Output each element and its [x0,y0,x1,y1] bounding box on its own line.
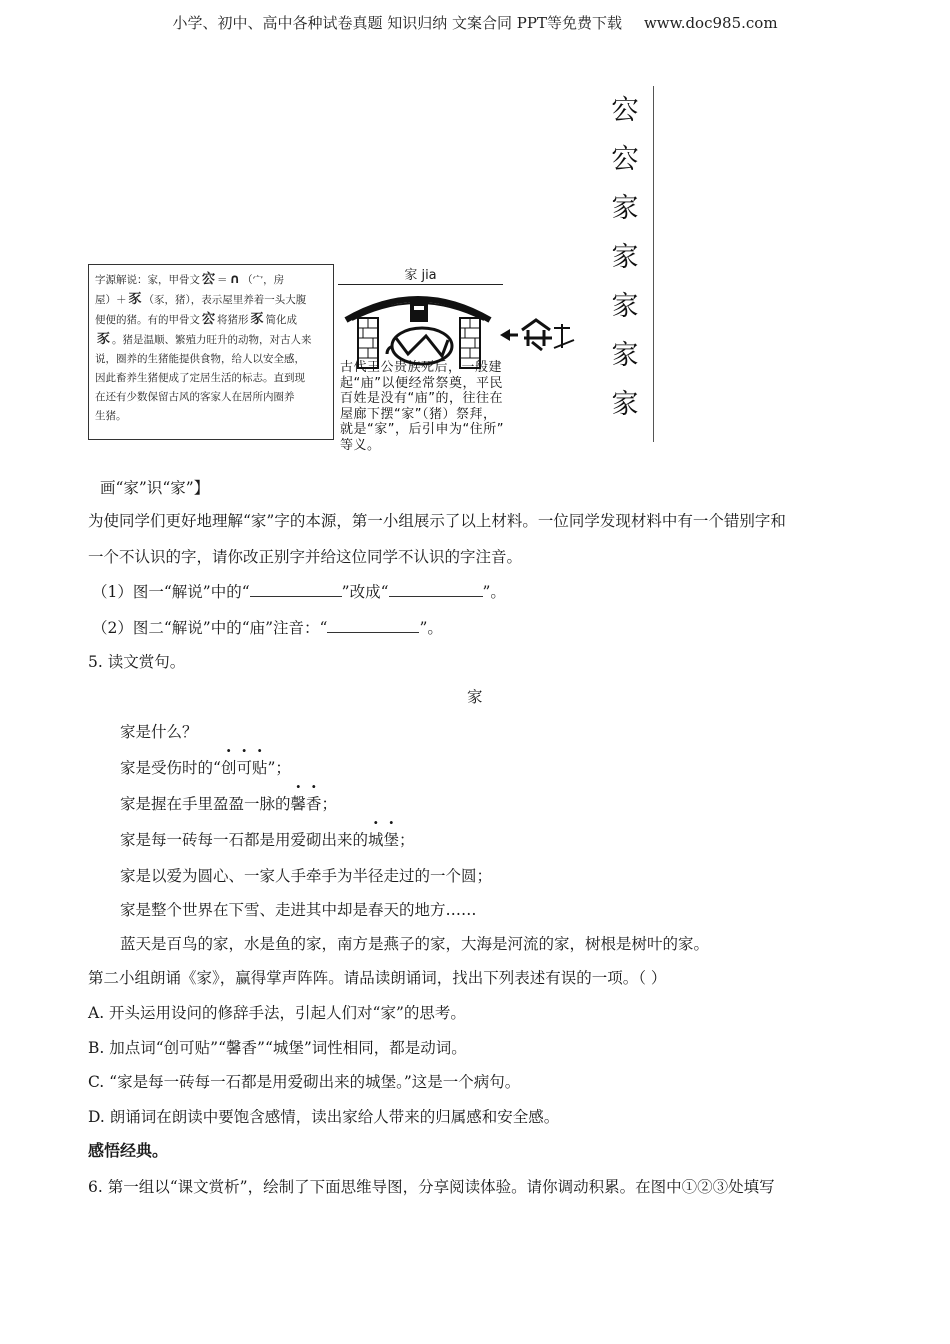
fig2-caption-line: 等义。 [340,437,381,453]
fig1-eq: ＝ [217,274,228,286]
option-a[interactable]: A. 开头运用设问的修辞手法，引起人们对“家”的思考。 [88,1004,466,1022]
answer-blank-1[interactable] [250,582,342,597]
fig1-text: 。猪是温顺、繁殖力旺升的动物，对古人来 [112,334,312,346]
poem-title: 家 [467,688,483,706]
q4-intro-line-2: 一个不认识的字，请你改正别字并给这位同学不认识的字注音。 [88,548,523,566]
dotted-char: 创 [220,759,237,777]
dotted-char: 堡 [383,831,400,849]
dotted-char: 香 [306,795,322,813]
q5-number: 5. 读文赏句。 [88,653,186,671]
q4-sub-2 [92,616,443,638]
dotted-char: 馨 [290,795,307,813]
evolution-glyph: 家 [611,193,639,224]
q4-sub1-text: （1）图一“解说”中的“ [92,583,250,601]
fig2-caption-line: 起“庙”以便经常祭奠，平民 [340,375,503,391]
q5-question: 第二小组朗诵《家》，赢得掌声阵阵。请品读朗诵词，找出下列表述有误的一项。（ ） [88,969,667,987]
fig1-text: 因此畜养生猪便成了定居生活的标志。直到现 [95,372,305,384]
q4-sub-1 [92,580,506,602]
poem-text: 家是每一砖每一石都是用爱砌出来的 [120,831,369,849]
poem-text: 家是受伤时的“ [120,759,221,777]
evolution-glyph: 家 [611,389,639,420]
fig1-text: 简化成 [265,314,298,326]
option-b[interactable]: B. 加点词“创可贴”“馨香”“城堡”词性相同，都是动词。 [88,1039,467,1057]
option-d[interactable]: D. 朗诵词在朗读中要饱含感情，读出家给人带来的归属感和安全感。 [88,1108,560,1126]
q4-title: 画“家”识“家”】 [100,479,210,497]
fig1-text: 将猪形 [217,314,249,326]
roof-radical-icon: ∩ [229,272,241,287]
oracle-jia-variant-icon: 㝐 [202,312,216,327]
fig1-text: 屋）＋ [95,294,127,306]
poem-text: ”； [267,759,291,777]
pig-glyph-icon: 豕 [128,292,142,307]
fig2-title: 家 jia [338,264,503,285]
page-header [0,12,950,33]
poem-text: 家是握在手里盈盈一脉的 [120,795,291,813]
evolution-glyph: 㝐 [611,95,639,126]
fig2-caption-line: 百姓是没有“庙”的，往往在 [340,391,503,406]
q4-intro-line-1: 为使同学们更好地理解“家”字的本源，第一小组展示了以上材料。一位同学发现材料中有一个错别字和 [88,512,786,530]
header-text: 小学、初中、高中各种试卷真题 知识归纳 文案合同 PPT等免费下载 [172,14,622,32]
poem-line [120,756,291,778]
poem-line: 家是什么？ [120,723,198,741]
q4-sub2-text: ”。 [419,619,443,637]
poem-text: ； [321,795,338,813]
fig2-caption-line: 就是“家”，后引申为“住所” [340,422,504,437]
fig2-caption-line: 屋廊下摆“家”（猪）祭拜， [340,406,497,422]
oracle-jia-icon: 㝐 [202,272,216,287]
answer-blank-3[interactable] [327,618,419,633]
evolution-glyph: 家 [611,340,639,371]
q4-sub1-text: ”改成“ [341,583,389,601]
poem-line: 家是整个世界在下雪、走进其中却是春天的地方…… [120,901,477,919]
poem-line [120,792,337,814]
dotted-char: 贴 [251,759,268,777]
fig2-caption-line: 古代王公贵族死后，一般建 [340,360,503,375]
fig1-text: 生猪。 [95,410,127,422]
dotted-char: 城 [368,831,384,849]
figure-2-illustration [338,264,588,453]
evolution-glyph: 家 [611,291,639,322]
q6-text: 6. 第一组以“课文赏析”，绘制了下面思维导图，分享阅读体验。请你调动积累。在图中①②③处填写 [88,1178,775,1196]
fig1-text: 字源解说：家，甲骨文 [95,274,200,286]
fig1-text: （豕，猪），表示屋里养着一头大腹 [143,294,307,306]
evolution-glyph: 㝐 [611,144,639,175]
simplified-pig-icon: 豕 [97,332,111,347]
fig1-text: 说，圈养的生猪能提供食物，给人以安全感， [95,353,305,365]
fig1-text: 在还有少数保留古风的客家人在居所内圈养 [95,391,295,403]
figure-3-character-evolution [597,86,654,442]
figure-1-explanation [88,264,334,440]
evolution-glyph: 家 [611,242,639,273]
fig1-text: （宀，房 [242,274,285,286]
section-title: 感悟经典。 [88,1141,169,1160]
poem-text: ； [399,831,415,849]
answer-blank-2[interactable] [389,582,483,597]
q4-sub2-text: （2）图二“解说”中的“庙”注音：“ [92,619,328,637]
poem-line [120,828,415,850]
ancestral-house-pig-illustration [338,280,588,370]
poem-line: 家是以爱为圆心、一家人手牵手为半径走过的一个圆； [120,867,493,885]
dotted-char: 可 [236,759,252,777]
header-site[interactable]: www.doc985.com [643,14,778,32]
pig-glyph-icon: 豕 [250,312,264,327]
q4-sub1-text: ”。 [482,583,506,601]
option-c[interactable]: C. “家是每一砖每一石都是用爱砌出来的城堡。”这是一个病句。 [88,1073,521,1091]
fig1-text: 便便的猪。有的甲骨文 [95,314,200,326]
poem-line: 蓝天是百鸟的家，水是鱼的家，南方是燕子的家，大海是河流的家，树根是树叶的家。 [120,935,710,953]
fig2-caption [340,360,586,453]
